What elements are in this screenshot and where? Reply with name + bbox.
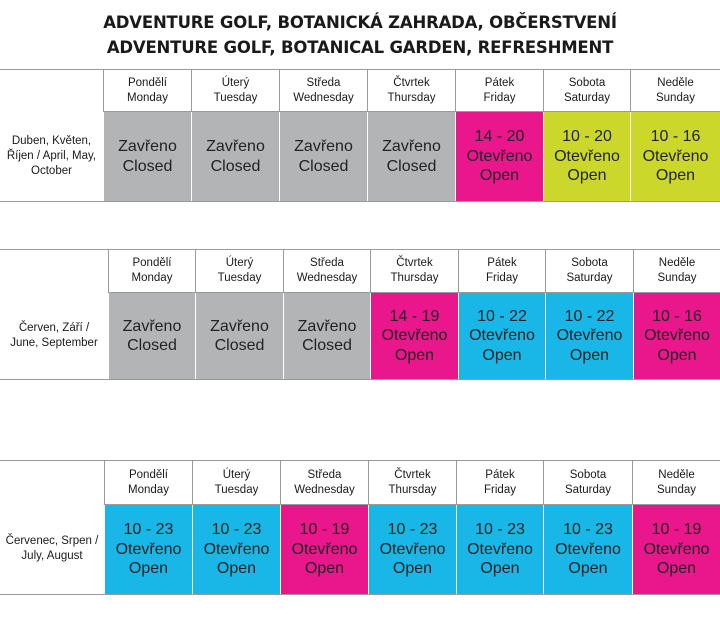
- hours-range: 10 - 23: [475, 521, 525, 539]
- day-header: [369, 461, 456, 504]
- day-name-english: Tuesday: [217, 272, 262, 284]
- status-text: Closed: [127, 337, 177, 354]
- title-line-czech: ADVENTURE GOLF, BOTANICKÁ ZAHRADA, OBČERSTVENÍ: [103, 13, 617, 32]
- day-header: [544, 461, 632, 504]
- day-name-english: Friday: [483, 91, 516, 104]
- season-label-line: Červenec, Srpen /: [5, 535, 99, 547]
- hours-cell: [281, 505, 368, 594]
- day-name-english: Tuesday: [213, 91, 258, 104]
- status-text: Open: [216, 560, 257, 578]
- hours-cell: [105, 505, 192, 594]
- status-text: Otevřeno: [381, 327, 448, 345]
- season-label-line: Duben, Květen,: [11, 134, 92, 147]
- day-header: [104, 70, 191, 111]
- hours-cell: [633, 505, 720, 594]
- day-header: [634, 250, 720, 292]
- status-text: Zavřeno: [382, 138, 441, 155]
- status-text: Zavřeno: [206, 138, 265, 155]
- hours-range: 10 - 22: [564, 307, 615, 325]
- hours-cell: [284, 293, 370, 379]
- season-label-line: June, September: [10, 336, 98, 349]
- day-name-czech: Pátek: [485, 468, 515, 481]
- day-name-czech: Sobota: [569, 468, 607, 481]
- day-name-czech: Neděle: [658, 257, 696, 269]
- status-text: Otevřeno: [466, 147, 533, 165]
- status-text: Open: [304, 560, 345, 578]
- hours-range: 10 - 22: [477, 307, 527, 325]
- status-text: Zavřeno: [294, 138, 353, 155]
- day-name-english: Tuesday: [214, 483, 259, 496]
- status-text: Zavřeno: [210, 317, 269, 335]
- hours-range: 10 - 20: [562, 128, 612, 146]
- season-table: [0, 249, 720, 379]
- status-text: Closed: [122, 157, 173, 175]
- day-header: [631, 70, 720, 111]
- season-table: [0, 69, 720, 201]
- season-table: [0, 460, 720, 594]
- status-text: Zavřeno: [297, 317, 357, 335]
- day-name-english: Sunday: [656, 483, 696, 496]
- day-name-english: Saturday: [566, 272, 613, 284]
- title-line-english: ADVENTURE GOLF, BOTANICAL GARDEN, REFRESHMENT: [106, 38, 614, 57]
- status-text: Open: [392, 560, 433, 578]
- day-name-czech: Sobota: [568, 76, 606, 89]
- hours-cell: [104, 112, 191, 201]
- page-title: [0, 10, 720, 60]
- status-text: Open: [480, 560, 520, 578]
- hours-cell: [634, 293, 720, 379]
- day-name-czech: Pondělí: [128, 468, 168, 481]
- status-text: Open: [567, 167, 607, 185]
- day-header: [544, 70, 630, 111]
- day-header: [196, 250, 283, 292]
- table-bottom-rule: [0, 594, 720, 595]
- status-text: Open: [479, 167, 520, 185]
- day-name-english: Monday: [131, 272, 173, 284]
- status-text: Open: [655, 167, 696, 185]
- status-text: Open: [569, 346, 610, 364]
- hours-cell: [546, 293, 633, 379]
- day-name-czech: Neděle: [657, 76, 694, 89]
- hours-cell: [280, 112, 367, 201]
- day-header: [546, 250, 633, 292]
- day-name-czech: Úterý: [222, 468, 251, 481]
- day-name-english: Thursday: [387, 91, 436, 104]
- day-name-english: Sunday: [657, 272, 697, 284]
- day-name-czech: Středa: [310, 257, 344, 269]
- status-text: Zavřeno: [118, 138, 177, 155]
- status-text: Otevřeno: [469, 327, 535, 345]
- status-text: Closed: [298, 157, 349, 175]
- hours-range: 10 - 23: [123, 521, 174, 539]
- day-name-czech: Pondělí: [127, 76, 167, 89]
- day-header: [368, 70, 455, 111]
- hours-cell: [192, 112, 279, 201]
- status-text: Otevřeno: [203, 540, 270, 558]
- season-label-line: October: [31, 164, 72, 177]
- status-text: Otevřeno: [556, 327, 623, 345]
- hours-range: 10 - 23: [387, 521, 438, 539]
- status-text: Closed: [302, 337, 352, 354]
- status-text: Closed: [386, 157, 437, 175]
- status-text: Otevřeno: [115, 540, 182, 558]
- status-text: Otevřeno: [379, 540, 446, 558]
- hours-cell: [193, 505, 280, 594]
- hours-range: 14 - 20: [474, 128, 525, 146]
- day-header: [633, 461, 720, 504]
- day-name-english: Wednesday: [293, 91, 354, 104]
- day-name-czech: Čtvrtek: [396, 257, 433, 269]
- hours-cell: [196, 293, 283, 379]
- day-name-czech: Pátek: [487, 257, 517, 269]
- day-name-english: Thursday: [390, 272, 439, 284]
- hours-range: 10 - 19: [299, 521, 350, 539]
- status-text: Open: [394, 346, 435, 364]
- day-name-english: Thursday: [388, 483, 437, 496]
- day-name-czech: Středa: [306, 76, 341, 89]
- day-name-czech: Pátek: [484, 76, 515, 89]
- hours-cell: [631, 112, 720, 201]
- table-bottom-rule: [0, 201, 720, 202]
- day-name-english: Friday: [484, 483, 516, 496]
- hours-cell: [109, 293, 195, 379]
- status-text: Otevřeno: [291, 540, 358, 558]
- day-name-english: Monday: [127, 91, 168, 104]
- season-label-line: July, August: [21, 550, 83, 562]
- season-label-line: Červen, Září /: [18, 321, 90, 334]
- status-text: Open: [482, 346, 522, 364]
- hours-cell: [544, 505, 632, 594]
- hours-cell: [371, 293, 458, 379]
- day-header: [459, 250, 545, 292]
- hours-range: 10 - 16: [650, 128, 701, 146]
- day-header: [109, 250, 195, 292]
- season-label-line: Říjen / April, May,: [6, 149, 97, 162]
- hours-range: 10 - 16: [652, 307, 702, 325]
- day-name-czech: Čtvrtek: [394, 468, 431, 481]
- status-text: Otevřeno: [554, 147, 620, 165]
- status-text: Closed: [210, 157, 261, 175]
- day-name-czech: Úterý: [221, 76, 250, 89]
- season-label-text: [10, 321, 98, 351]
- hours-cell: [369, 505, 456, 594]
- day-name-czech: Čtvrtek: [393, 76, 430, 89]
- season-label-text: [6, 534, 99, 564]
- status-text: Otevřeno: [555, 540, 621, 558]
- day-header: [457, 461, 543, 504]
- day-header: [284, 250, 370, 292]
- status-text: Open: [657, 346, 697, 364]
- day-header: [456, 70, 543, 111]
- day-header: [192, 70, 279, 111]
- day-name-english: Sunday: [655, 91, 695, 104]
- hours-range: 14 - 19: [389, 307, 440, 325]
- day-name-english: Friday: [486, 272, 518, 284]
- status-text: Open: [656, 560, 697, 578]
- status-text: Otevřeno: [467, 540, 533, 558]
- hours-cell: [459, 293, 545, 379]
- day-name-czech: Sobota: [571, 257, 608, 269]
- day-name-english: Wednesday: [294, 483, 355, 496]
- season-label: [0, 111, 103, 201]
- status-text: Otevřeno: [644, 327, 710, 345]
- hours-cell: [544, 112, 630, 201]
- season-label-text: [7, 134, 96, 179]
- status-text: Otevřeno: [643, 540, 710, 558]
- day-header: [280, 70, 367, 111]
- day-name-english: Wednesday: [296, 272, 358, 284]
- hours-range: 10 - 19: [651, 521, 702, 539]
- table-bottom-rule: [0, 379, 720, 380]
- status-text: Open: [128, 560, 169, 578]
- hours-cell: [368, 112, 455, 201]
- day-header: [371, 250, 458, 292]
- day-header: [105, 461, 192, 504]
- status-text: Otevřeno: [642, 147, 709, 165]
- status-text: Closed: [214, 337, 265, 354]
- day-name-czech: Neděle: [658, 468, 695, 481]
- season-label: [0, 292, 108, 379]
- day-name-czech: Pondělí: [132, 257, 172, 269]
- day-header: [193, 461, 280, 504]
- hours-cell: [456, 112, 543, 201]
- day-name-english: Saturday: [563, 91, 611, 104]
- status-text: Open: [568, 560, 608, 578]
- day-header: [281, 461, 368, 504]
- status-text: Zavřeno: [122, 317, 182, 335]
- hours-range: 10 - 23: [563, 521, 613, 539]
- hours-range: 10 - 23: [211, 521, 262, 539]
- day-name-english: Monday: [128, 483, 169, 496]
- season-label: [0, 504, 104, 594]
- hours-cell: [457, 505, 543, 594]
- day-name-english: Saturday: [564, 483, 612, 496]
- day-name-czech: Středa: [307, 468, 342, 481]
- day-name-czech: Úterý: [225, 257, 254, 269]
